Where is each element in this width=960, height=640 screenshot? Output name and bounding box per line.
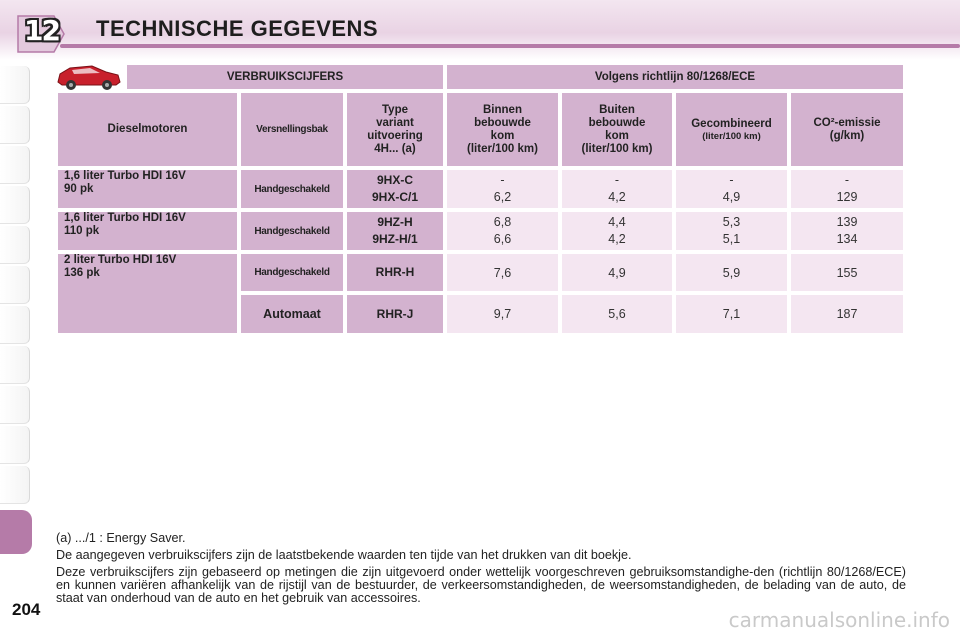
chapter-tab[interactable] — [0, 426, 30, 464]
table-cell-urban: 7,6 — [447, 254, 558, 291]
table-cell-type: 9HX-C 9HX-C/1 — [347, 170, 443, 208]
col-header-gearbox: Versnellingsbak — [241, 93, 343, 166]
chapter-tab[interactable] — [0, 386, 30, 424]
page-title: TECHNISCHE GEGEVENS — [96, 16, 379, 41]
table-cell-urban: 9,7 — [447, 295, 558, 333]
header-divider — [60, 44, 960, 48]
col-header-co2: CO²-emissie (g/km) — [791, 93, 903, 166]
table-row-engine: 2 liter Turbo HDI 16V 136 pk — [58, 254, 237, 333]
chapter-tab[interactable] — [0, 266, 30, 304]
col-header-extra-urban: Buiten bebouwde kom (liter/100 km) — [562, 93, 672, 166]
chapter-tab[interactable] — [0, 466, 30, 504]
table-row-engine: 1,6 liter Turbo HDI 16V 90 pk — [58, 170, 237, 208]
table-title-left: VERBRUIKSCIJFERS — [127, 65, 443, 89]
note-paragraph: De aangegeven verbruikscijfers zijn de laatstbekende waarden ten tijde van het drukken van dit boekje. — [56, 548, 632, 562]
chapter-tab[interactable] — [0, 186, 30, 224]
table-cell-extra-urban: 4,4 4,2 — [562, 212, 672, 250]
chapter-tab-active[interactable] — [0, 510, 32, 554]
note-paragraph: Deze verbruikscijfers zijn gebaseerd op metingen die zijn uitgevoerd onder wettelijk voorgeschreven gebruiksomstandighe-den (richtlijn 80/1268/ECE) en kunnen variëren afhankelijk van de rijstijl van de bestuurder, de verkeersomstandigheden, de weersomstandigheden, de belading van de auto, de staat van onderhoud van de auto en het gebruik van accessoires. — [56, 565, 906, 605]
table-cell-urban: - 6,2 — [447, 170, 558, 208]
table-cell-urban: 6,8 6,6 — [447, 212, 558, 250]
table-cell-combined: 5,9 — [676, 254, 787, 291]
table-cell-co2: - 129 — [791, 170, 903, 208]
table-cell-combined: 7,1 — [676, 295, 787, 333]
col-header-combined: Gecombineerd (liter/100 km) — [676, 93, 787, 166]
table-cell-gearbox: Handgeschakeld — [241, 212, 343, 250]
table-cell-extra-urban: 4,9 — [562, 254, 672, 291]
watermark: carmanualsonline.info — [728, 608, 950, 632]
chapter-tabs — [0, 66, 34, 586]
table-cell-type: 9HZ-H 9HZ-H/1 — [347, 212, 443, 250]
table-row-engine: 1,6 liter Turbo HDI 16V 110 pk — [58, 212, 237, 250]
table-cell-gearbox: Handgeschakeld — [241, 170, 343, 208]
col-header-engine: Dieselmotoren — [58, 93, 237, 166]
footnote-a: (a) .../1 : Energy Saver. — [56, 531, 186, 545]
chapter-tab[interactable] — [0, 226, 30, 264]
table-cell-combined: 5,3 5,1 — [676, 212, 787, 250]
table-cell-type: RHR-J — [347, 295, 443, 333]
chapter-tab[interactable] — [0, 346, 30, 384]
notes — [56, 532, 906, 609]
table-cell-extra-urban: 5,6 — [562, 295, 672, 333]
col-header-type: Type variant uitvoering 4H... (a) — [347, 93, 443, 166]
table-cell-extra-urban: - 4,2 — [562, 170, 672, 208]
table-cell-gearbox: Handgeschakeld — [241, 254, 343, 291]
table-cell-gearbox: Automaat — [241, 295, 343, 333]
car-icon — [54, 60, 124, 92]
chapter-tab[interactable] — [0, 106, 30, 144]
chapter-number: 12 — [24, 14, 59, 47]
table-cell-co2: 155 — [791, 254, 903, 291]
table-cell-co2: 139 134 — [791, 212, 903, 250]
col-header-urban: Binnen bebouwde kom (liter/100 km) — [447, 93, 558, 166]
table-cell-co2: 187 — [791, 295, 903, 333]
table-cell-combined: - 4,9 — [676, 170, 787, 208]
table-title-right: Volgens richtlijn 80/1268/ECE — [447, 65, 903, 89]
chapter-tab[interactable] — [0, 66, 30, 104]
page-number: 204 — [12, 600, 41, 619]
table-cell-type: RHR-H — [347, 254, 443, 291]
chapter-tab[interactable] — [0, 146, 30, 184]
chapter-tab[interactable] — [0, 306, 30, 344]
